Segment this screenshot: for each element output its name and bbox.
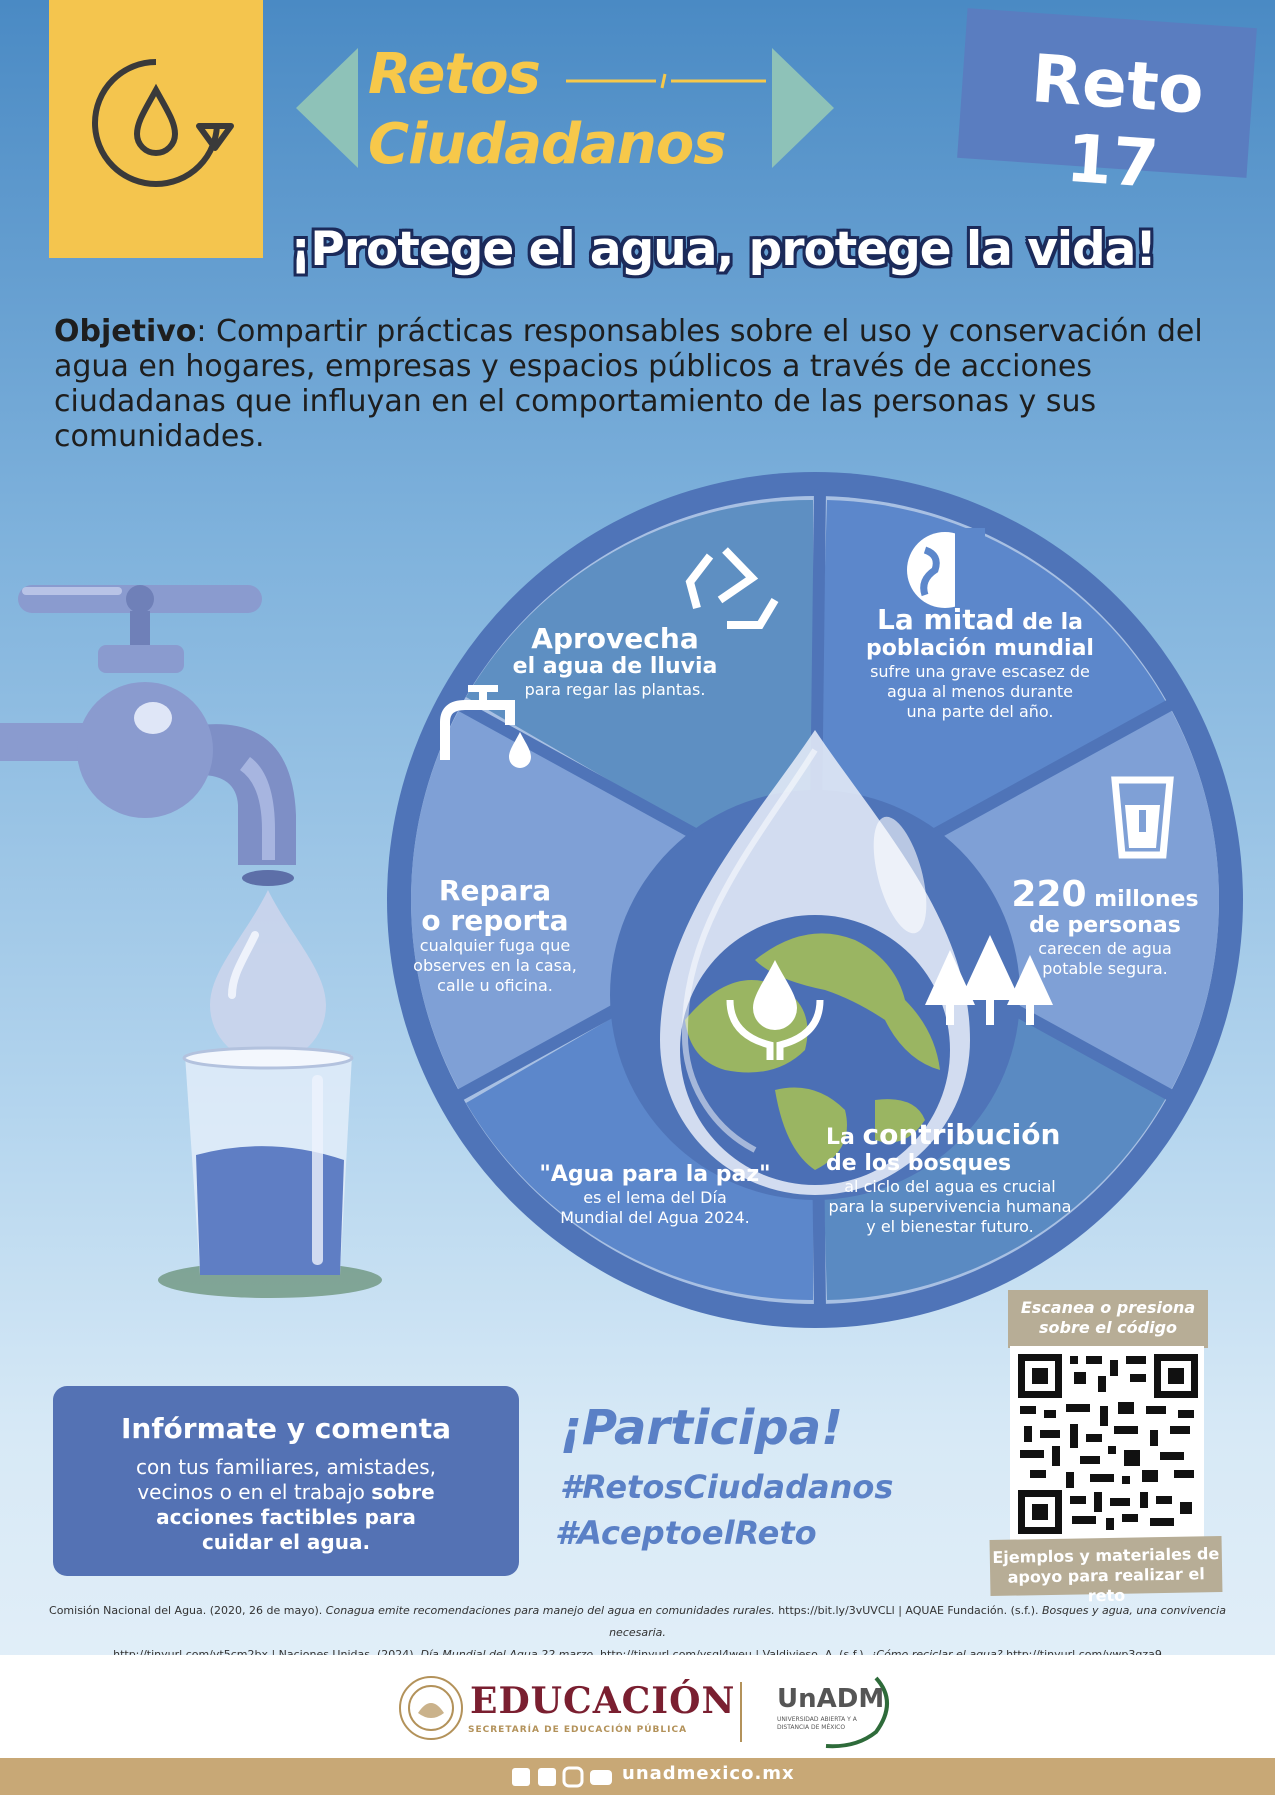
ref-text: Comisión Nacional del Agua. (2020, 26 de mayo). [49, 1604, 326, 1617]
qr-code-icon [1010, 1346, 1204, 1540]
millions-line1b: millones [1086, 887, 1199, 912]
segment-leak-text [405, 876, 585, 996]
hashtag-acepto[interactable]: #AceptoelReto [555, 1514, 817, 1552]
info-body [53, 1455, 519, 1555]
sep-name: SECRETARÍA DE EDUCACIÓN PÚBLICA [468, 1725, 688, 1735]
info-body-line4: cuidar el agua. [201, 1530, 371, 1554]
series-title [368, 40, 726, 180]
coat-of-arms-icon [398, 1675, 464, 1741]
forests-line3: al ciclo del agua es crucial [844, 1177, 1056, 1196]
qr-bottom-line1: Ejemplos y materiales de [992, 1544, 1220, 1567]
instagram-icon[interactable] [564, 1768, 582, 1786]
youtube-icon[interactable] [590, 1770, 612, 1785]
forests-line1a: La [826, 1125, 863, 1150]
half-line5: una parte del año. [906, 702, 1054, 721]
millions-line2: de personas [1029, 913, 1181, 938]
info-box [53, 1386, 519, 1576]
peace-line2: es el lema del Día [583, 1188, 727, 1207]
rain-line1: Aprovecha [531, 622, 699, 655]
ref-title: Conagua emite recomendaciones para manejo del agua en comunidades rurales. [325, 1604, 775, 1617]
leak-line1: Repara [438, 874, 552, 907]
series-title-line1: Retos [368, 42, 540, 107]
segment-peace-text [515, 1162, 795, 1228]
half-line2: población mundial [866, 636, 1094, 661]
water-cycle-icon [49, 0, 263, 258]
hashtag-retos[interactable]: #RetosCiudadanos [560, 1468, 894, 1506]
unadm-subtitle: UNIVERSIDAD ABIERTA Y A DISTANCIA DE MÉXICO [777, 1716, 857, 1731]
facebook-icon[interactable] [512, 1768, 530, 1786]
qr-instructions [1008, 1290, 1208, 1348]
half-line1a: La mitad [877, 603, 1015, 636]
half-line1b: de la [1014, 610, 1083, 635]
forests-line4: para la supervivencia humana [828, 1197, 1072, 1216]
x-icon[interactable] [538, 1768, 556, 1786]
social-icons [512, 1766, 614, 1788]
leak-line5: calle u oficina. [437, 976, 553, 995]
segment-millions-text [985, 874, 1225, 979]
qr-code[interactable] [1010, 1346, 1204, 1540]
website-link[interactable]: unadmexico.mx [622, 1763, 795, 1784]
peace-line3: Mundial del Agua 2024. [560, 1208, 750, 1227]
qr-bottom-line2: apoyo para realizar el reto [1007, 1564, 1205, 1606]
leak-line2: o reporta [421, 904, 569, 937]
unadm-logo: UnADM [777, 1684, 885, 1714]
segment-forests-text [800, 1120, 1100, 1237]
footer-divider [740, 1682, 742, 1742]
faucet-illustration [0, 575, 390, 1315]
qr-top-line1: Escanea o presiona [1020, 1298, 1196, 1317]
participa-title: ¡Participa! [560, 1400, 844, 1456]
logo-box [49, 0, 263, 258]
forests-line1b: contribución [862, 1118, 1061, 1151]
leak-line3: cualquier fuga que [419, 936, 571, 955]
headline: ¡Protege el agua, protege la vida! [290, 222, 1156, 277]
segment-rain-text [485, 624, 745, 700]
objective [54, 314, 1234, 454]
rain-line2: el agua de lluvia [512, 654, 718, 679]
qr-caption [990, 1536, 1223, 1606]
education-logo: EDUCACIÓN [470, 1680, 736, 1722]
objective-label: Objetivo [54, 314, 197, 349]
references-line1 [20, 1600, 1255, 1644]
segment-half-text [830, 605, 1130, 722]
ref-title: Bosques y agua, una convivencia necesaria. [609, 1604, 1226, 1639]
millions-line4: potable segura. [1042, 959, 1168, 978]
info-body-line2-bold: sobre [371, 1480, 435, 1504]
forests-line5: y el bienestar futuro. [866, 1217, 1034, 1236]
leak-line4: observes en la casa, [413, 956, 577, 975]
peace-line1: "Agua para la paz" [539, 1162, 771, 1187]
millions-line3: carecen de agua [1038, 939, 1172, 958]
ref-link[interactable]: https://bit.ly/3vUVCLl | AQUAE Fundación. (s.f.). [774, 1604, 1042, 1617]
qr-top-line2: sobre el código [1038, 1318, 1178, 1337]
half-line3: sufre una grave escasez de [870, 662, 1090, 681]
info-body-line2: vecinos o en el trabajo [137, 1480, 372, 1504]
series-title-line2: Ciudadanos [368, 112, 726, 177]
millions-line1a: 220 [1011, 874, 1087, 915]
info-body-line1: con tus familiares, amistades, [135, 1455, 437, 1479]
info-title: Infórmate y comenta [121, 1412, 451, 1445]
info-body-line3: acciones factibles para [156, 1505, 416, 1529]
half-line4: agua al menos durante [886, 682, 1074, 701]
forests-line2: de los bosques [826, 1151, 1012, 1176]
reto-label: Reto 17 [1028, 40, 1207, 204]
objective-text: : Compartir prácticas responsables sobre el uso y conservación del agua en hogares, empresas y espacios públicos a través de acciones ciudadanas que influyan en el comportamiento de las personas y sus comunidades. [54, 314, 1203, 454]
rain-line3: para regar las plantas. [524, 680, 706, 699]
